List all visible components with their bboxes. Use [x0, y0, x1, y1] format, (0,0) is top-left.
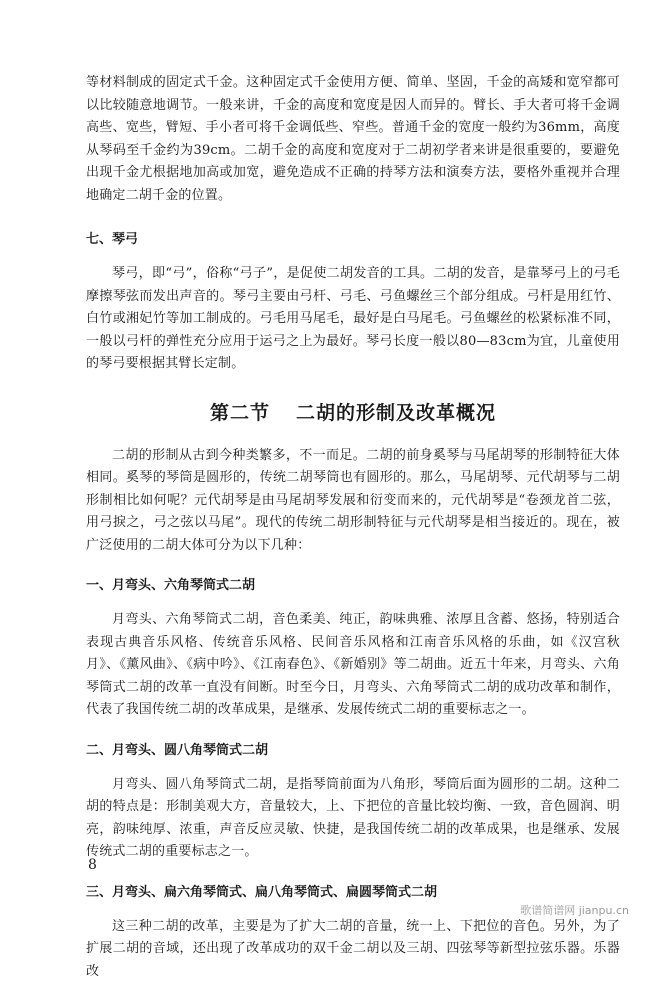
subheading-type-one: 一、月弯头、六角琴筒式二胡 [86, 575, 620, 597]
paragraph-qianjin-continued: 等材料制成的固定式千金。这种固定式千金使用方便、简单、坚固，千金的高矮和宽窄都可以比较随意地调节。一般来讲，千金的高度和宽度是因人而异的。臂长、手大者可将千金调高些、宽些，臂短、手小者可将千金调低些、窄些。普通千金的宽度一般约为36mm，高度从琴码至千金约为39cm。二胡千金的高度和宽度对于二胡初学者来讲是很重要的，要避免出现千金尤根据地加高或加宽，避免造成不正确的持琴方法和演奏方法，要格外重视并合理地确定二胡千金的位置。 [86, 72, 620, 207]
subheading-type-three: 三、月弯头、扁六角琴筒式、扁八角琴筒式、扁圆琴筒式二胡 [86, 882, 620, 904]
paragraph-section-intro: 二胡的形制从古到今种类繁多，不一而足。二胡的前身奚琴与马尾胡琴的形制特征大体相同。奚琴的琴筒是圆形的，传统二胡琴筒也有圆形的。那么，马尾胡琴、元代胡琴与二胡形制相比如何呢？元代胡琴是由马尾胡琴发展和衍变而来的，元代胡琴是“卷颈龙首二弦，用弓捩之，弓之弦以马尾”。现代的传统二胡形制特征与元代胡琴是相当接近的。现在，被广泛使用的二胡大体可分为以下几种： [86, 445, 620, 558]
paragraph-type-three: 这三种二胡的改革，主要是为了扩大二胡的音量，统一上、下把位的音色。另外，为了扩展二胡的音域，还出现了改革成功的双千金二胡以及三胡、四弦琴等新型拉弦乐器。乐器改 [86, 916, 620, 983]
watermark-text: 歌谱简谱网 jianpu.cn [520, 902, 629, 918]
section-title [86, 398, 620, 425]
page-number: 8 [88, 857, 97, 873]
paragraph-type-one: 月弯头、六角琴筒式二胡，音色柔美、纯正，韵味典雅、浓厚且含蓄、悠扬，特别适合表现古典音乐风格、传统音乐风格、民间音乐风格和江南音乐风格的乐曲，如《汉宫秋月》、《薰风曲》、《病中吟》、《江南春色》、《新婚别》等二胡曲。近五十年来，月弯头、六角琴筒式二胡的改革一直没有间断。时至今日，月弯头、六角琴筒式二胡的成功改革和制作，代表了我国传统二胡的改革成果，是继承、发展传统式二胡的重要标志之一。 [86, 609, 620, 722]
subheading-type-two: 二、月弯头、圆八角琴筒式二胡 [86, 740, 620, 762]
subheading-qingong: 七、琴弓 [86, 229, 620, 251]
page-body [86, 72, 620, 983]
paragraph-type-two: 月弯头、圆八角琴筒式二胡，是指琴筒前面为八角形，琴筒后面为圆形的二胡。这种二胡的特点是：形制美观大方，音量较大，上、下把位的音量比较均衡、一致，音色圆润、明亮，韵味纯厚、浓重，声音反应灵敏、快捷，是我国传统二胡的改革成果，也是继承、发展传统式二胡的重要标志之一。 [86, 774, 620, 864]
section-number: 第二节 [210, 402, 270, 424]
paragraph-qingong: 琴弓，即“弓”，俗称“弓子”，是促使二胡发音的工具。二胡的发音，是靠琴弓上的弓毛摩擦琴弦而发出声音的。琴弓主要由弓杆、弓毛、弓鱼螺丝三个部分组成。弓杆是用红竹、白竹或湘妃竹等加工制成的。弓毛用马尾毛，最好是白马尾毛。弓鱼螺丝的松紧标准不同，一般以弓杆的弹性充分应用于运弓之上为最好。琴弓长度一般以80—83cm为宜，儿童使用的琴弓要根据其臂长定制。 [86, 263, 620, 376]
section-heading-text: 二胡的形制及改革概况 [296, 402, 496, 424]
